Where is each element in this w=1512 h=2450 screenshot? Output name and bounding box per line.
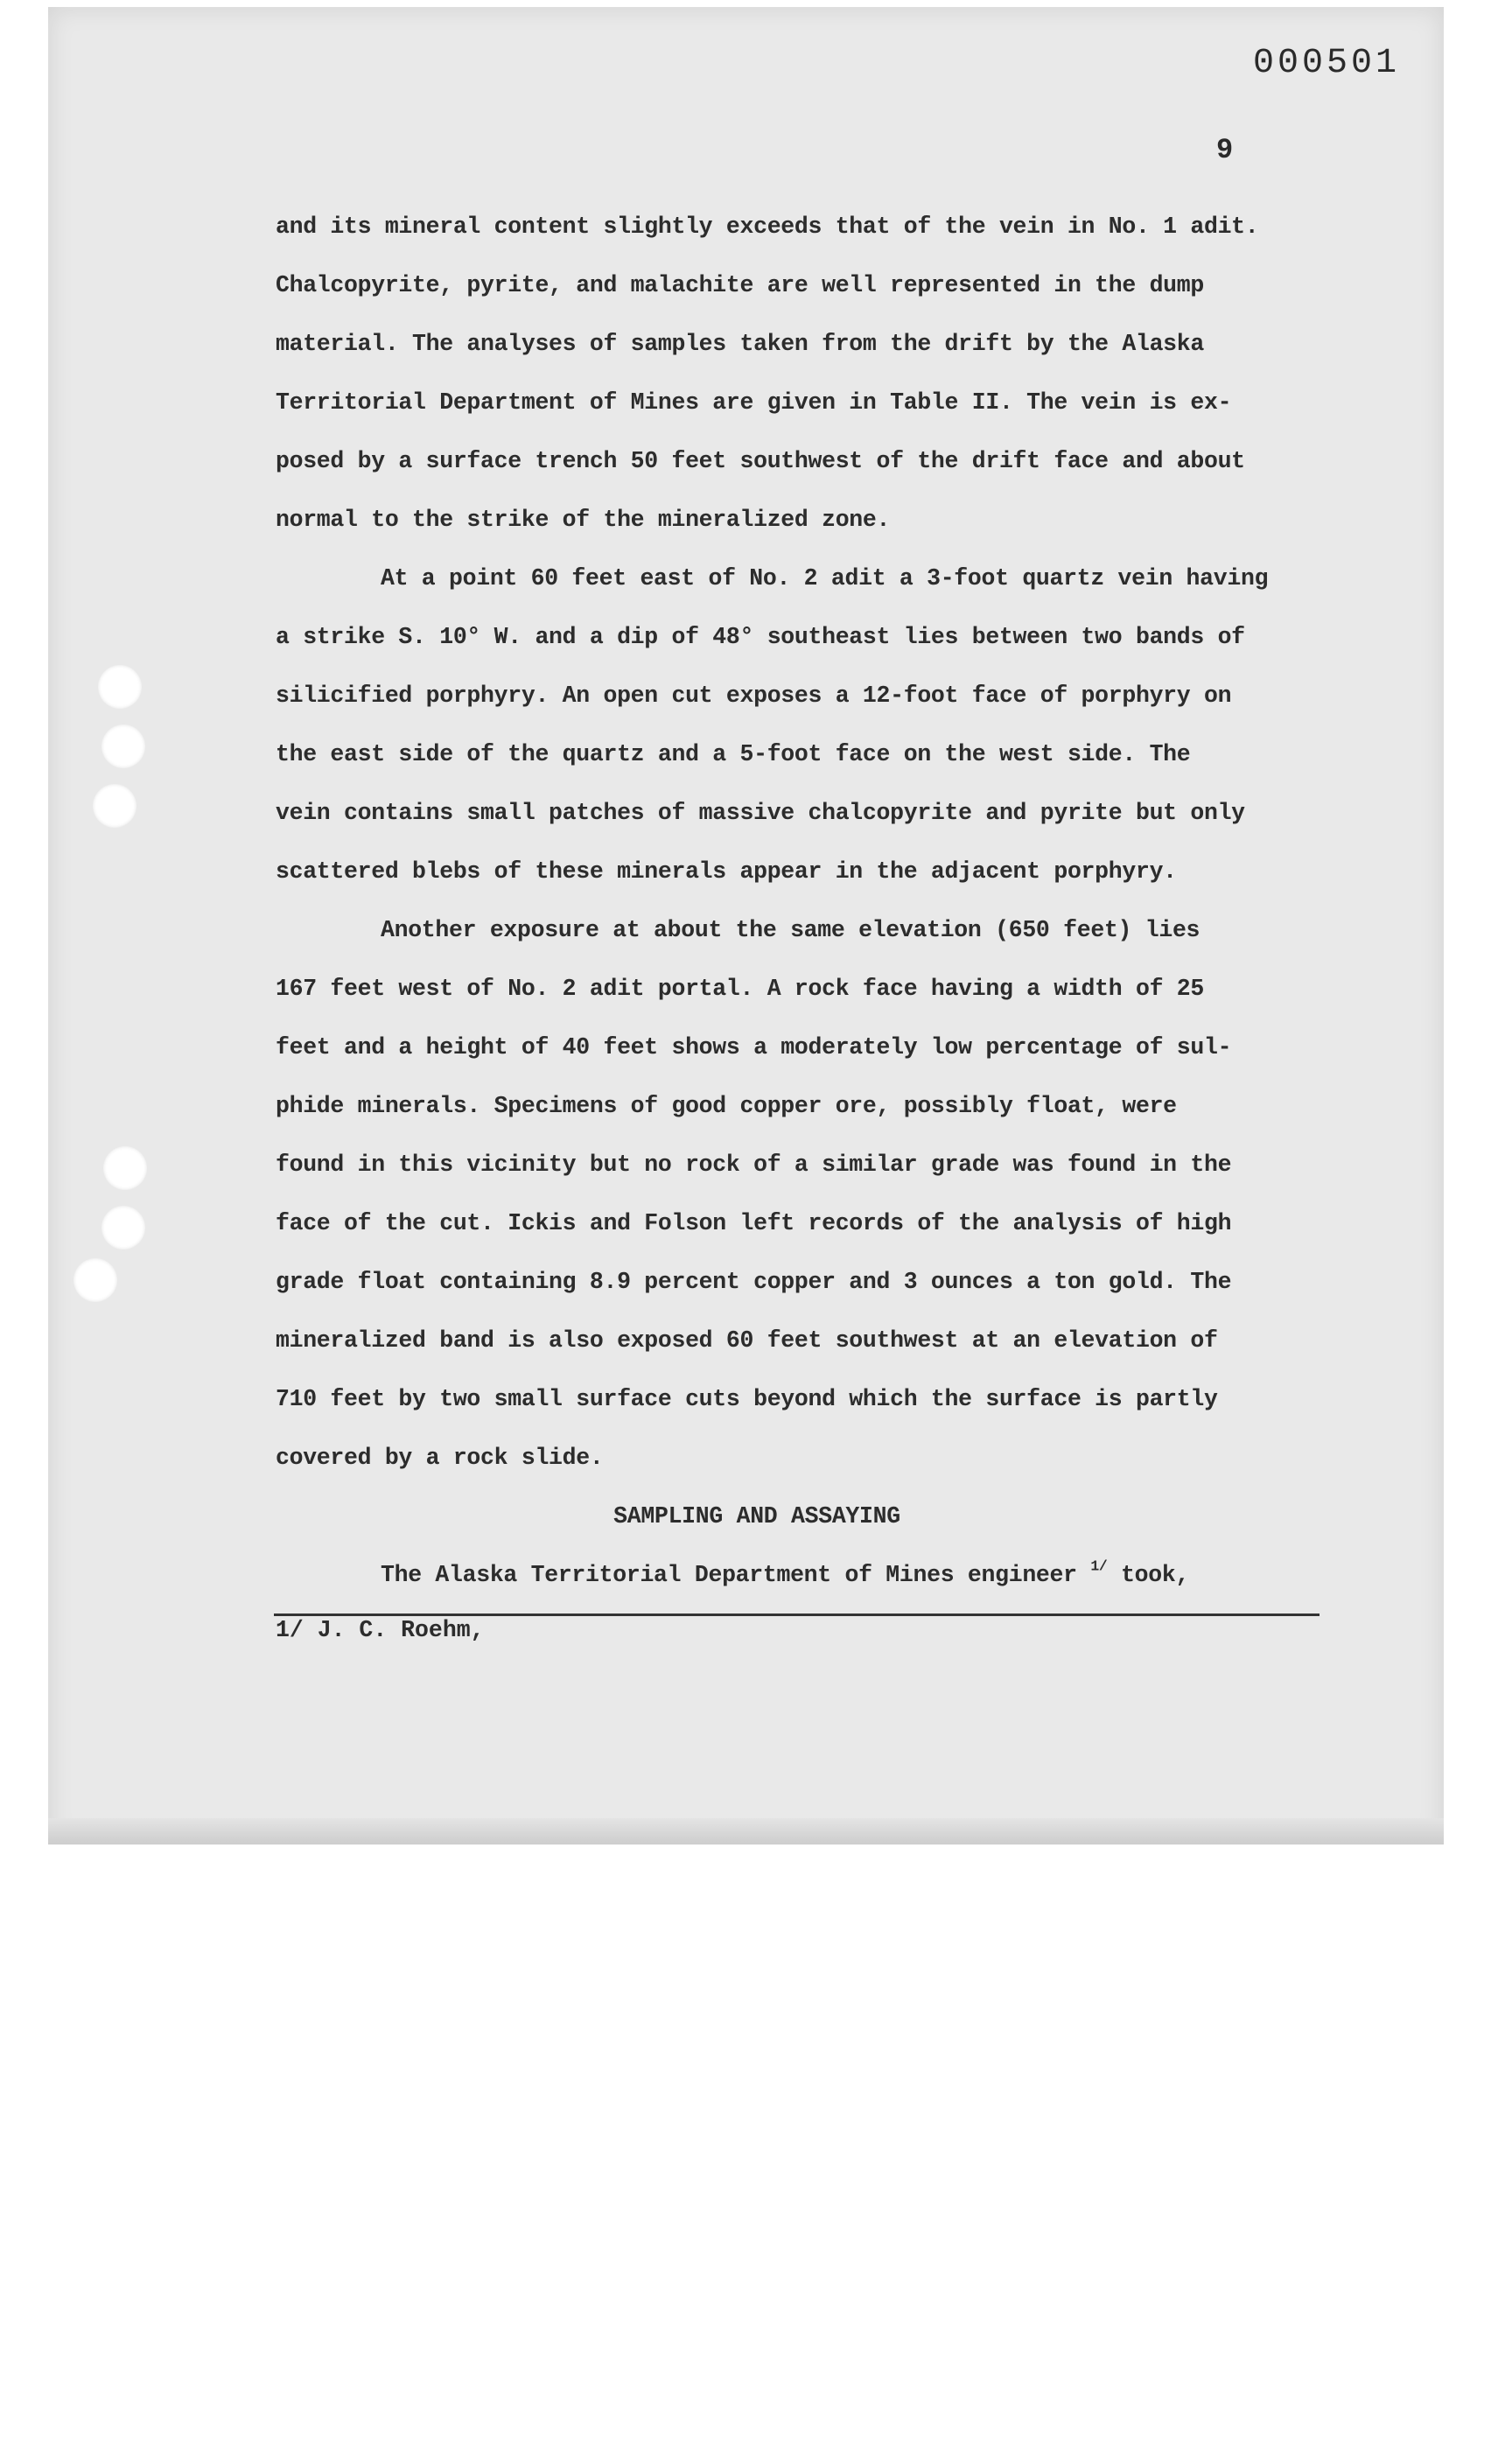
paragraph xyxy=(276,198,1413,550)
paragraph-line: the east side of the quartz and a 5-foot face on the west side. The xyxy=(276,741,1191,767)
body-text xyxy=(276,198,1413,1605)
paragraph-line: silicified porphyry. An open cut exposes a 12-foot face of porphyry on xyxy=(276,682,1232,709)
paragraph-line: scattered blebs of these minerals appear in the adjacent porphyry. xyxy=(276,858,1177,885)
paragraph-line: face of the cut. Ickis and Folson left records of the analysis of high xyxy=(276,1210,1232,1236)
punch-hole-6 xyxy=(74,1258,117,1302)
punch-hole-1 xyxy=(98,665,142,709)
paragraph-line: covered by a rock slide. xyxy=(276,1445,604,1471)
paragraph-line: Another exposure at about the same elevation (650 feet) lies xyxy=(381,917,1200,943)
paragraph-line: 710 feet by two small surface cuts beyond which the surface is partly xyxy=(276,1386,1218,1412)
paragraph-line xyxy=(276,1546,1413,1605)
paragraph-line: and its mineral content slightly exceeds that of the vein in No. 1 adit. xyxy=(276,214,1259,240)
paragraph-line: Territorial Department of Mines are given in Table II. The vein is ex- xyxy=(276,389,1232,416)
scanned-page xyxy=(48,7,1444,1844)
footnote-reference: 1/ xyxy=(1090,1558,1108,1575)
paragraph-line: found in this vicinity but no rock of a similar grade was found in the xyxy=(276,1152,1232,1178)
paragraph-last xyxy=(276,1546,1413,1605)
document-number: 000501 xyxy=(1252,44,1400,83)
footnote-text: J. C. Roehm, xyxy=(303,1617,485,1643)
punch-hole-2 xyxy=(102,724,145,768)
punch-hole-3 xyxy=(93,784,136,828)
paragraph-line: At a point 60 feet east of No. 2 adit a 3-foot quartz vein having xyxy=(381,565,1269,592)
punch-hole-5 xyxy=(102,1206,145,1250)
page-number: 9 xyxy=(1216,134,1234,166)
paragraph-line: posed by a surface trench 50 feet southwest of the drift face and about xyxy=(276,448,1245,474)
footnote xyxy=(276,1608,485,1652)
paragraph-line: normal to the strike of the mineralized zone. xyxy=(276,507,891,533)
paragraph-line: material. The analyses of samples taken from the drift by the Alaska xyxy=(276,331,1204,357)
paragraph-line: grade float containing 8.9 percent copper and 3 ounces a ton gold. The xyxy=(276,1269,1232,1295)
paragraph-line: 167 feet west of No. 2 adit portal. A rock face having a width of 25 xyxy=(276,976,1204,1002)
page-bottom-edge xyxy=(48,1818,1444,1844)
last-line-tail: took, xyxy=(1107,1562,1190,1588)
paragraphs xyxy=(276,198,1413,1488)
section-heading: SAMPLING AND ASSAYING xyxy=(613,1503,900,1530)
footnote-mark: 1/ xyxy=(276,1617,304,1643)
paragraph-line: phide minerals. Specimens of good copper ore, possibly float, were xyxy=(276,1093,1177,1119)
paragraph-line: mineralized band is also exposed 60 feet southwest at an elevation of xyxy=(276,1327,1218,1354)
paragraph-line: feet and a height of 40 feet shows a moderately low percentage of sul- xyxy=(276,1034,1232,1060)
punch-hole-4 xyxy=(103,1146,147,1190)
paragraph-line: Chalcopyrite, pyrite, and malachite are well represented in the dump xyxy=(276,272,1204,298)
paragraph-line: a strike S. 10° W. and a dip of 48° southeast lies between two bands of xyxy=(276,624,1245,650)
last-line-text: The Alaska Territorial Department of Mines engineer xyxy=(381,1562,1077,1588)
paragraph xyxy=(276,901,1413,1488)
paragraph xyxy=(276,550,1413,901)
paragraph-line: vein contains small patches of massive chalcopyrite and pyrite but only xyxy=(276,800,1245,826)
